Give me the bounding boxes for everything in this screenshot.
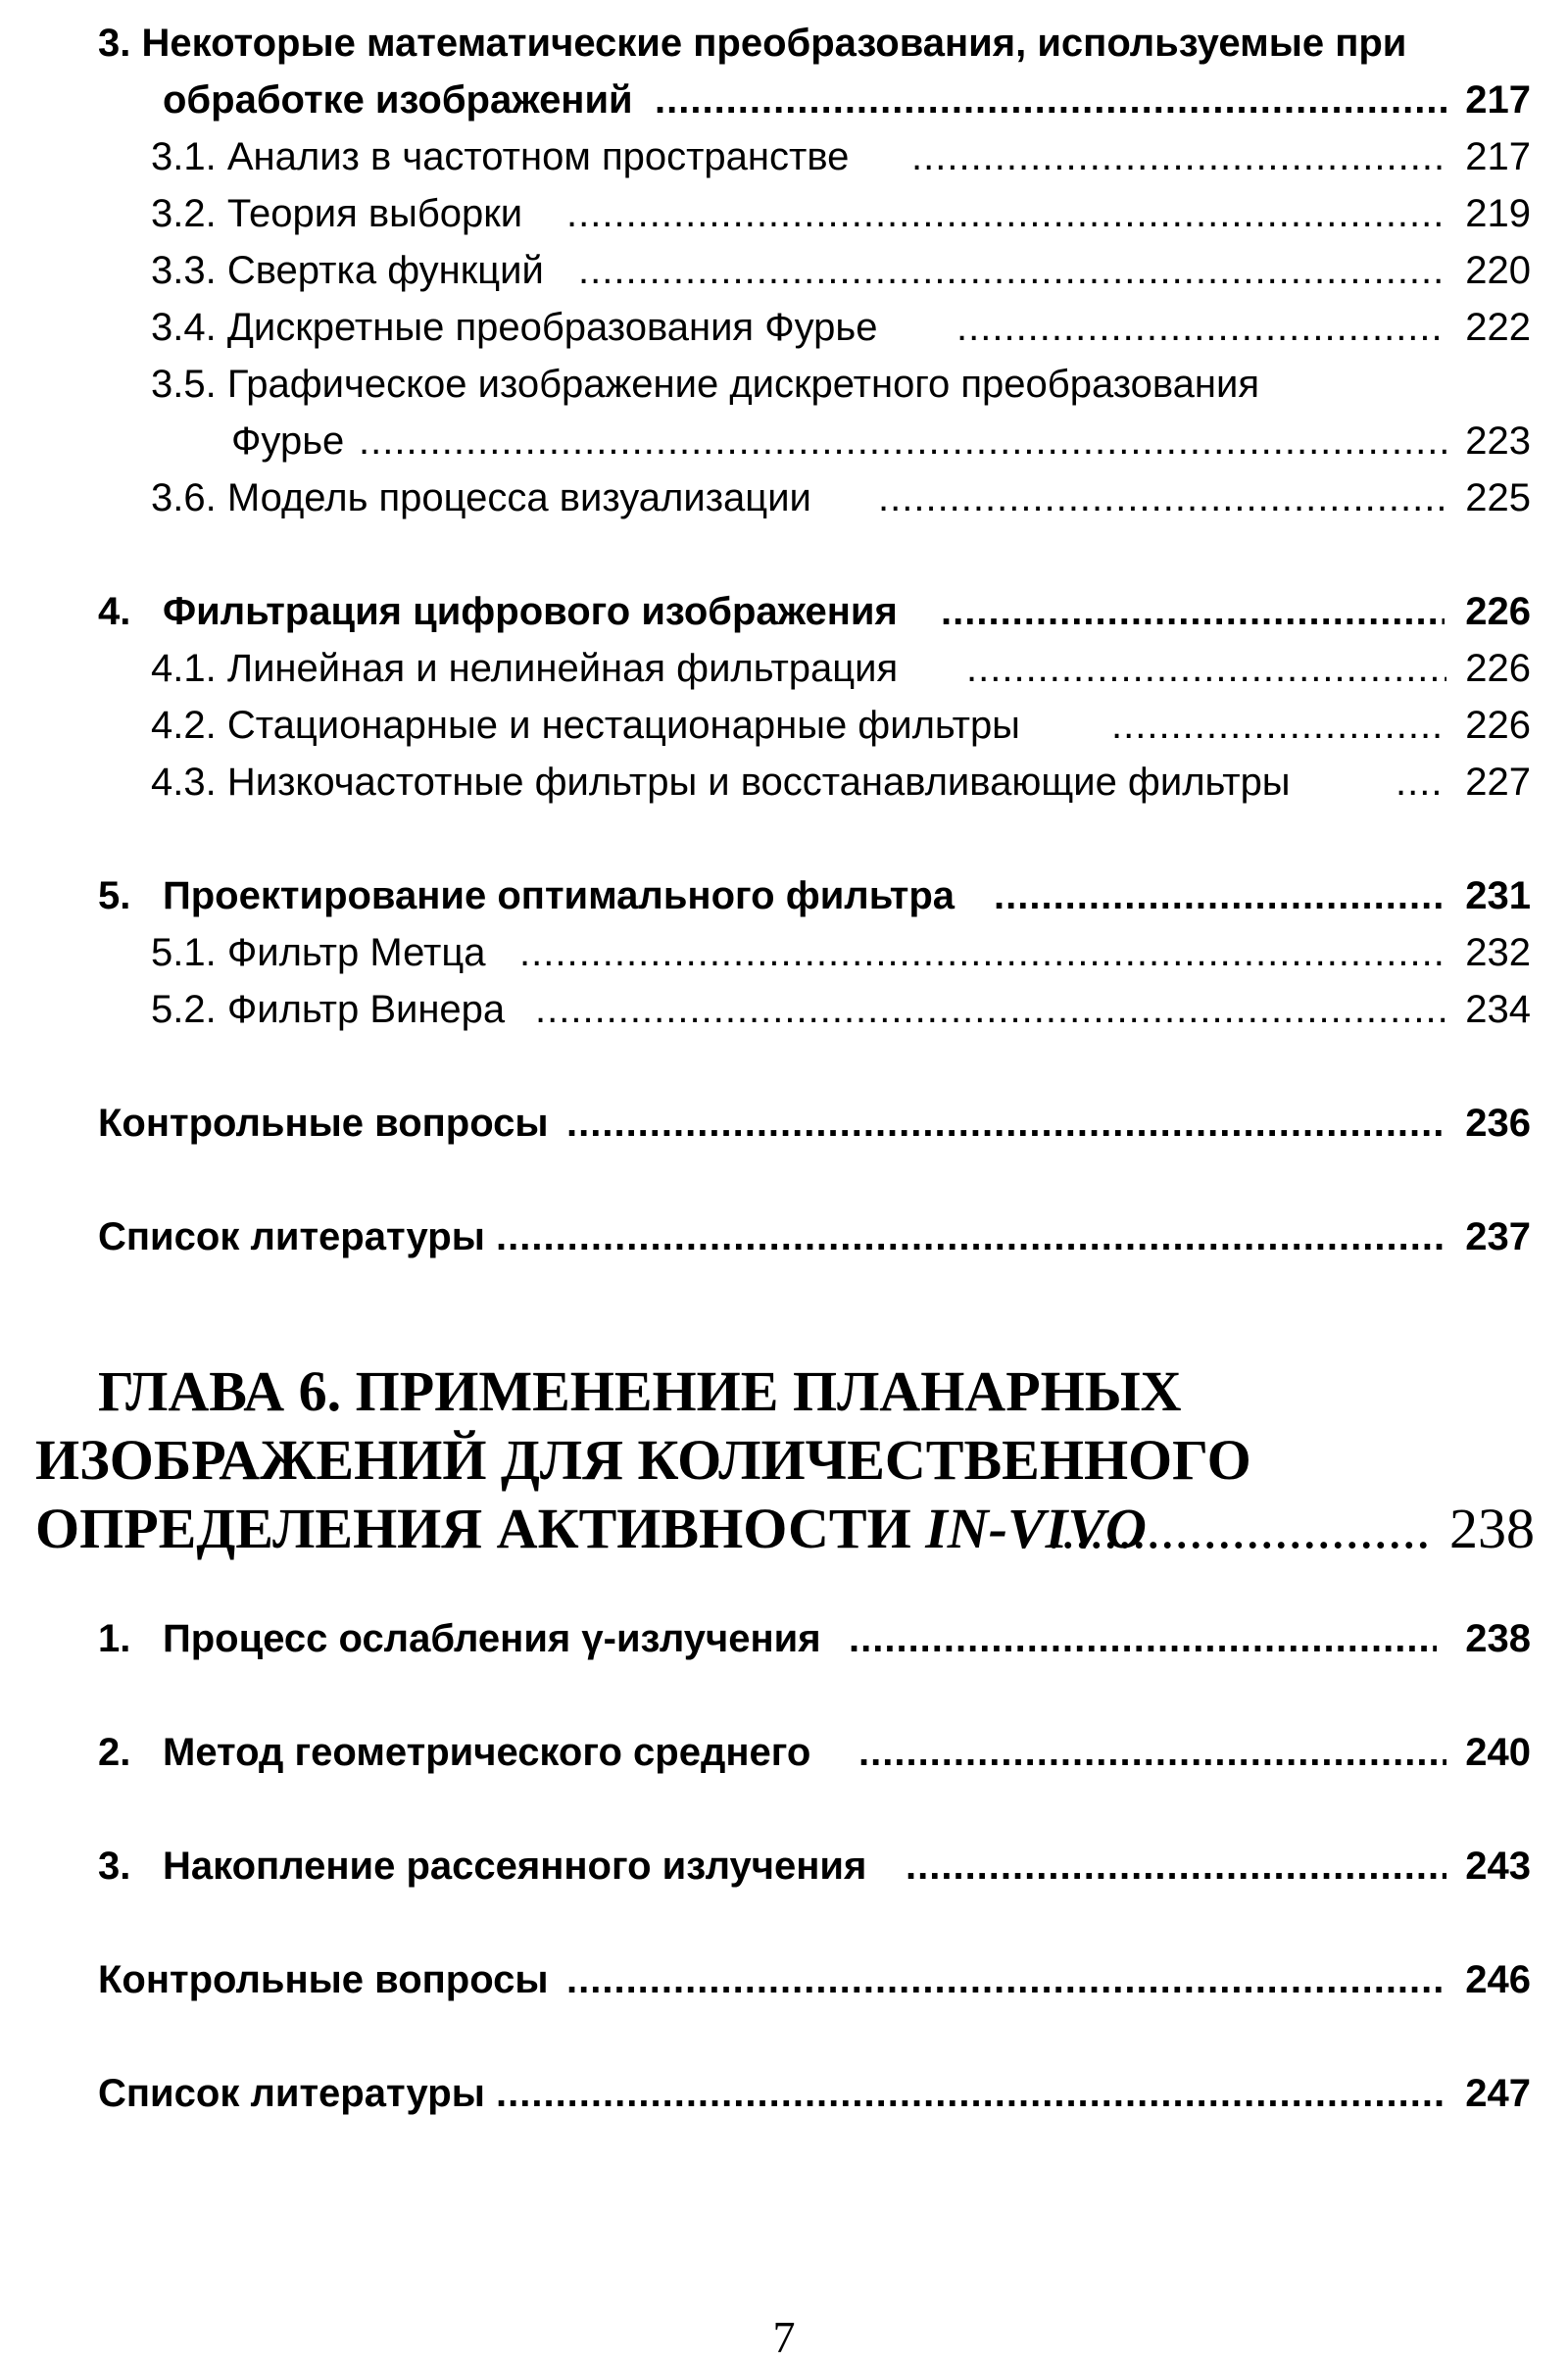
toc-entry-page: 222	[1465, 306, 1531, 349]
toc-leader-dots	[911, 128, 1446, 185]
toc-entry-page: 234	[1465, 988, 1531, 1031]
toc-entry-title: Список литературы	[98, 2072, 485, 2115]
toc-entry-title: 3.3. Свертка функций	[151, 249, 544, 292]
toc-entry-number: 2.	[98, 1731, 131, 1774]
toc-entry-number: 4.	[98, 590, 131, 633]
toc-entry-page: 243	[1465, 1845, 1531, 1888]
toc-entry-section-5	[0, 867, 1568, 924]
toc-entry-page: 226	[1465, 590, 1531, 633]
toc-leader-dots	[956, 299, 1446, 356]
toc-entry-page: 223	[1465, 419, 1531, 463]
toc-leader-dots	[1111, 697, 1446, 754]
toc-leader-dots	[566, 1951, 1445, 2008]
toc-entry-3-2	[0, 185, 1568, 242]
chapter-6-heading-line3-text: ОПРЕДЕЛЕНИЯ АКТИВНОСТИ	[35, 1497, 926, 1560]
toc-entry-title: 4.3. Низкочастотные фильтры и восстанавливающие фильтры	[151, 761, 1291, 804]
toc-entry-number: 1.	[98, 1617, 131, 1660]
toc-leader-dots	[578, 242, 1446, 299]
toc-leader-dots	[1047, 1495, 1429, 1563]
toc-entry-title: Контрольные вопросы	[98, 1102, 549, 1145]
toc-leader-dots	[858, 1724, 1446, 1781]
toc-entry-title: Список литературы	[98, 1215, 485, 1258]
toc-entry-3-3	[0, 242, 1568, 299]
toc-entry-ch6-section-1	[0, 1610, 1568, 1667]
toc-entry-3-5-line1	[0, 356, 1568, 413]
toc-leader-dots	[941, 583, 1445, 640]
toc-entry-title: 4.1. Линейная и нелинейная фильтрация	[151, 647, 899, 690]
toc-entry-page: 225	[1465, 476, 1531, 519]
toc-entry-page: 219	[1465, 192, 1531, 235]
toc-entry-3-1	[0, 128, 1568, 185]
chapter-6-heading-line3	[35, 1495, 1535, 1563]
toc-entry-title: Процесс ослабления γ-излучения	[163, 1617, 821, 1660]
toc-entry-4-2	[0, 697, 1568, 754]
toc-leader-dots	[966, 640, 1446, 697]
toc-entry-page: 217	[1465, 135, 1531, 178]
toc-entry-ch5-references	[0, 1208, 1568, 1265]
toc-entry-4-3	[0, 754, 1568, 811]
toc-entry-page: 226	[1465, 704, 1531, 747]
toc-leader-dots	[359, 413, 1446, 469]
toc-entry-page: 240	[1465, 1731, 1531, 1774]
toc-leader-dots	[906, 1838, 1446, 1895]
toc-entry-page: 236	[1465, 1102, 1531, 1145]
toc-entry-page: 247	[1465, 2072, 1531, 2115]
toc-entry-5-2	[0, 981, 1568, 1038]
toc-leader-dots	[849, 1610, 1437, 1667]
toc-entry-page: 227	[1465, 761, 1531, 804]
toc-entry-3-6	[0, 469, 1568, 526]
toc-entry-title: 3.2. Теория выборки	[151, 192, 523, 235]
toc-entry-section-4	[0, 583, 1568, 640]
chapter-6-heading-line1: ГЛАВА 6. ПРИМЕНЕНИЕ ПЛАНАРНЫХ	[98, 1359, 1182, 1423]
toc-entry-title: 3. Некоторые математические преобразования, используемые при	[98, 22, 1407, 65]
toc-entry-3-5	[0, 413, 1568, 469]
toc-leader-dots	[496, 2065, 1445, 2122]
chapter-6-heading-italic: IN-VIVO	[925, 1497, 1147, 1560]
toc-entry-ch6-references	[0, 2065, 1568, 2122]
toc-entry-5-1	[0, 924, 1568, 981]
toc-entry-title: Фурье	[231, 419, 345, 463]
toc-entry-title: 3.5. Графическое изображение дискретного преобразования	[151, 363, 1260, 406]
toc-entry-title: обработке изображений	[163, 78, 633, 122]
chapter-6-heading-line2: ИЗОБРАЖЕНИЙ ДЛЯ КОЛИЧЕСТВЕННОГО	[35, 1428, 1251, 1492]
toc-entry-title: Проектирование оптимального фильтра	[163, 874, 956, 917]
toc-entry-title: 3.1. Анализ в частотном пространстве	[151, 135, 850, 178]
toc-leader-dots	[655, 72, 1446, 128]
toc-entry-page: 237	[1465, 1215, 1531, 1258]
toc-entry-3-4	[0, 299, 1568, 356]
toc-entry-ch5-questions	[0, 1095, 1568, 1152]
toc-leader-dots	[994, 867, 1446, 924]
toc-entry-number: 3.	[98, 1845, 131, 1888]
chapter-6-page: 238	[1449, 1497, 1535, 1560]
toc-entry-page: 220	[1465, 249, 1531, 292]
toc-leader-dots	[878, 469, 1446, 526]
toc-entry-title: 3.4. Дискретные преобразования Фурье	[151, 306, 878, 349]
toc-entry-page: 232	[1465, 931, 1531, 974]
toc-entry-number: 5.	[98, 874, 131, 917]
toc-entry-section-3-line1	[0, 15, 1568, 72]
toc-entry-title: Контрольные вопросы	[98, 1958, 549, 2001]
toc-entry-title: 5.2. Фильтр Винера	[151, 988, 506, 1031]
toc-leader-dots	[535, 981, 1446, 1038]
toc-entry-section-3	[0, 72, 1568, 128]
toc-leader-dots	[496, 1208, 1445, 1265]
toc-entry-title: Накопление рассеянного излучения	[163, 1845, 867, 1888]
toc-entry-title: 5.1. Фильтр Метца	[151, 931, 486, 974]
toc-entry-title: Метод геометрического среднего	[163, 1731, 811, 1774]
toc-leader-dots	[566, 185, 1446, 242]
toc-leader-dots	[566, 1095, 1445, 1152]
toc-entry-page: 246	[1465, 1958, 1531, 2001]
toc-entry-title: Фильтрация цифрового изображения	[163, 590, 898, 633]
toc-leader-dots	[519, 924, 1446, 981]
toc-entry-title: 3.6. Модель процесса визуализации	[151, 476, 811, 519]
toc-entry-ch6-section-3	[0, 1838, 1568, 1895]
toc-entry-ch6-section-2	[0, 1724, 1568, 1781]
toc-entry-page: 231	[1465, 874, 1531, 917]
page-number: 7	[772, 2312, 796, 2362]
toc-entry-4-1	[0, 640, 1568, 697]
toc-entry-title: 4.2. Стационарные и нестационарные фильтры	[151, 704, 1020, 747]
toc-leader-dots	[1396, 754, 1446, 811]
toc-entry-page: 238	[1465, 1617, 1531, 1660]
toc-entry-ch6-questions	[0, 1951, 1568, 2008]
toc-entry-page: 226	[1465, 647, 1531, 690]
toc-entry-page: 217	[1465, 78, 1531, 122]
